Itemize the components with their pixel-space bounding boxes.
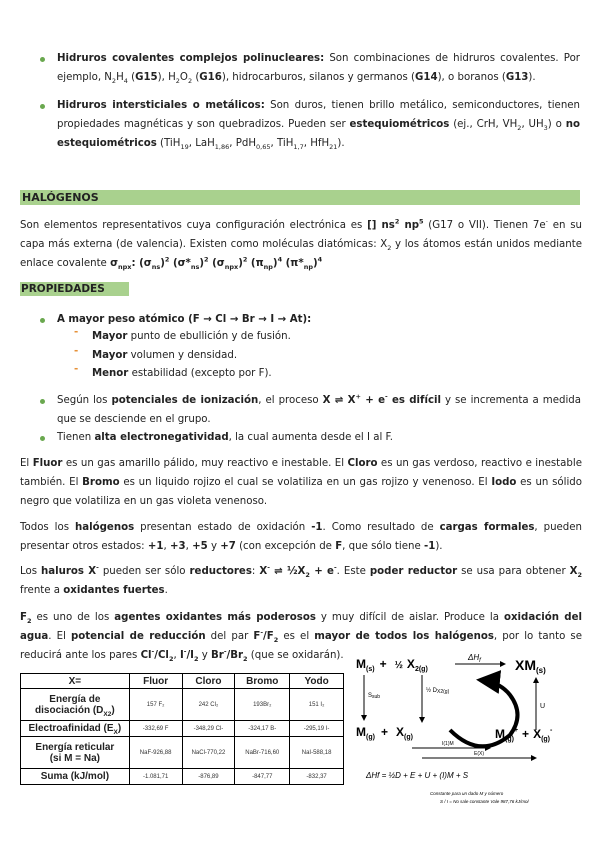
- table-cell: -832,37: [290, 769, 344, 785]
- bottom-left-species: $M_{(g)} + X_{(g)}$: [356, 725, 413, 741]
- bullet-icon: [40, 399, 45, 404]
- bullet-icon: [40, 436, 45, 441]
- table-cell: 242 Cl₂: [182, 689, 235, 721]
- section-heading: HALÓGENOS: [22, 191, 99, 204]
- affinity-label: E(X): [474, 751, 484, 757]
- table-cell: NaCl-770,22: [182, 737, 235, 769]
- lattice-label: U: [540, 703, 546, 710]
- delta-hf-label: $\Delta H_f$: [468, 653, 481, 664]
- table-cell: 157 F₂: [129, 689, 182, 721]
- table-cell: -1.081,71: [129, 769, 182, 785]
- section-heading-band: [20, 190, 580, 205]
- fluor-paragraph: El Fluor es un gas amarillo pálido, muy reactivo e inestable. El Cloro es un gas verdoso, reactivo e inestable también. El Bromo es un liquido rojizo el cual se volatiliza en un gas rojizo y venenoso. El Iodo es un sólido negro que volatiliza en un gas violeta venenoso.: [20, 458, 583, 507]
- table-cell: NaF-926,88: [129, 737, 182, 769]
- table-cell: NaBr-716,60: [235, 737, 290, 769]
- prop-main: A mayor peso atómico (F → Cl → Br → I → At):: [57, 314, 312, 325]
- table-cell: 151 I₂: [290, 689, 344, 721]
- table-cell: -332,69 F: [129, 721, 182, 737]
- diagram-note-2: S / I = No sale constante Vale 987,76 kJ/mol: [440, 799, 529, 804]
- row-label: Energía reticular (si M = Na): [21, 737, 130, 769]
- dash-icon: -: [74, 364, 79, 375]
- table-header: Fluor: [129, 674, 182, 689]
- table-cell: -348,29 Cl-: [182, 721, 235, 737]
- dissociation-label: ½ DX2(g): [426, 688, 450, 695]
- table-header: Yodo: [290, 674, 344, 689]
- dash-icon: -: [74, 346, 79, 357]
- top-left-reactants: [356, 657, 428, 673]
- table-row: [21, 769, 344, 785]
- table-row: [21, 737, 344, 769]
- bottom-right-species: $M_{(g)}^+ + X_{(g)}^-$: [495, 727, 553, 743]
- prop-sub-1: Mayor punto de ebullición y de fusión.: [92, 331, 291, 342]
- table-cell: -295,19 I-: [290, 721, 344, 737]
- bullet-icon: [40, 57, 45, 62]
- table-header-row: [21, 674, 344, 689]
- table-header: Cloro: [182, 674, 235, 689]
- bullet-icon: [40, 318, 45, 323]
- table-row: [21, 721, 344, 737]
- table-cell: 193Br₂: [235, 689, 290, 721]
- bullet-intersticiales: Hidruros intersticiales o metálicos: Son duros, tienen brillo metálico, semiconductores, tienen propiedades magnéticas y son quebradizos. Pueden ser estequiométricos (ej., CrH, $VH_2$, $UH_3$) o no estequiométricos (TiH$_{19}$, LaH$_{1,86}$, PdH$_{0,65}$, TiH$_{1,7}$, HfH$_{21}$).: [57, 100, 580, 152]
- row-label: Suma (kJ/mol): [21, 769, 130, 785]
- born-haber-diagram: [350, 650, 590, 840]
- table-header: Bromo: [235, 674, 290, 689]
- dash-icon: -: [74, 327, 79, 338]
- table-header: X=: [21, 674, 130, 689]
- subheading: PROPIEDADES: [21, 283, 105, 295]
- halogen-energy-table: [20, 673, 344, 785]
- row-label: Electroafinidad $(E_X)$: [21, 721, 130, 737]
- prop-electronegatividad: Tienen alta electronegatividad, la cual aumenta desde el I al F.: [57, 432, 393, 443]
- prop-sub-3: Menor estabilidad (excepto por F).: [92, 368, 272, 379]
- haluros-paragraph: Los haluros X- pueden ser sólo reductores: X- ⇌ $\frac{1}{2}X_2 + e^-$. Este poder reductor se usa para obtener $X_2$ frente a oxidantes fuertes.: [20, 563, 582, 596]
- diagram-note-1: Constante para un dado M y número: [430, 791, 504, 796]
- prop-sub-2: Mayor volumen y densidad.: [92, 350, 238, 361]
- f2-paragraph: $F_2$ es uno de los agentes oxidantes más poderosos y muy difícil de aislar. Produce la oxidación del agua. El potencial de reducción del par $F^-/F_2$ es el mayor de todos los halógenos, por lo tanto se reducirá ante los pares $Cl^-/Cl_2$, $I^-/I_2$ y $Br^-/Br_2$ (que se oxidarán).: [20, 612, 583, 664]
- born-haber-equation: ΔHf = ½D + E + U + (I)M + S: [366, 771, 469, 780]
- svg-text:M(s)+½X2(g): $M_{(s)}$ + ½ $X_{2(g)}$: [356, 657, 428, 673]
- bullet-icon: [40, 104, 45, 109]
- prop-ionizacion: Según los potenciales de ionización, el proceso X ⇌ X+ + e- es difícil y se incrementa a medida que se desciende en el grupo.: [57, 392, 581, 425]
- row-label: Energía de disociación $(D_{X2})$: [21, 689, 130, 721]
- bullet-covalentes: Hidruros covalentes complejos polinucleares: Son combinaciones de hidruros covalentes. Por ejemplo, $N_2H_4$ (G15), $H_2O_2$ (G16), hidrocarburos, silanos y germanos (G14), o boranos (G13).: [57, 53, 580, 86]
- intro-paragraph: Son elementos representativos cuya configuración electrónica es [] $ns^2$ $np^5$ (G17 o VII). Tienen 7e- en su capa más externa (de valencia). Existen como moléculas diatómicas: $X_2$ y los átomos están unidos mediante enlace covalente $\sigma_{npx}$: $(\sigma_{ns})^2$ $(\sigma*_{ns})^2$ $(\sigma_{npx})^2$ $(\pi_{np})^4$ $(\pi*_{np})^4$: [20, 217, 583, 272]
- oxidation-paragraph: Todos los halógenos presentan estado de oxidación -1. Como resultado de cargas formales, pueden presentar otros estados: +1, +3, +5 y +7 (con excepción de F, que sólo tiene -1).: [20, 522, 582, 552]
- table-row: [21, 689, 344, 721]
- table-cell: -876,89: [182, 769, 235, 785]
- ionization-label: I(1)M: [442, 741, 454, 747]
- table-cell: -324,17 B-: [235, 721, 290, 737]
- sublimation-label: Ssub: [368, 693, 381, 700]
- table-cell: NaI-588,18: [290, 737, 344, 769]
- product-label: $XM_{(s)}$: [515, 657, 546, 675]
- table-cell: -847,77: [235, 769, 290, 785]
